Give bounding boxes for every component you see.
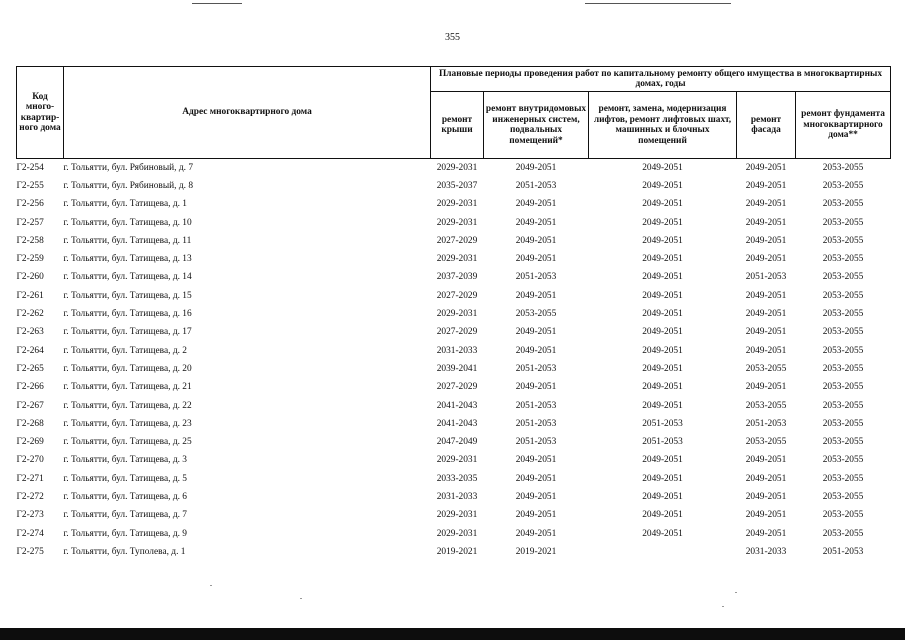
cell-address: г. Тольятти, бул. Татищева, д. 25: [63, 437, 192, 448]
cell-address: г. Тольятти, бул. Татищева, д. 15: [63, 290, 192, 301]
cell-elevators: 2049-2051: [642, 363, 683, 374]
repair-schedule-table: [16, 66, 891, 562]
cell-facade: 2049-2051: [745, 327, 787, 338]
cell-code: Г2-266: [16, 382, 44, 393]
cell-roof: 2027-2029: [436, 382, 478, 393]
cell-code: Г2-269: [16, 437, 44, 448]
cell-foundation: 2053-2055: [822, 345, 864, 356]
cell-systems: 2051-2053: [515, 418, 557, 429]
table-row: [17, 196, 891, 214]
header-roof: ремонт крыши: [431, 92, 484, 159]
cell-foundation: 2053-2055: [822, 327, 864, 338]
cell-roof: 2039-2041: [436, 363, 478, 374]
cell-facade: 2049-2051: [745, 290, 787, 301]
table-row: [17, 488, 891, 506]
cell-systems: 2049-2051: [515, 254, 557, 265]
table-row: [17, 397, 891, 415]
scan-speck: [735, 592, 737, 593]
cell-facade: 2049-2051: [745, 217, 787, 228]
cell-roof: 2035-2037: [436, 180, 478, 191]
cell-roof: 2027-2029: [436, 235, 478, 246]
cell-elevators: 2049-2051: [642, 473, 683, 484]
cell-foundation: 2053-2055: [822, 491, 864, 502]
table-row: [17, 470, 891, 488]
cell-code: Г2-258: [16, 235, 44, 246]
cell-roof: 2031-2033: [436, 345, 478, 356]
cell-code: Г2-259: [16, 254, 44, 265]
cell-code: Г2-257: [16, 217, 44, 228]
cell-address: г. Тольятти, бул. Татищева, д. 17: [63, 327, 192, 338]
cell-address: г. Тольятти, бул. Татищева, д. 9: [63, 528, 187, 539]
cell-foundation: 2053-2055: [822, 199, 864, 210]
header-address: Адрес многоквартирного дома: [64, 67, 431, 159]
cell-facade: 2049-2051: [745, 382, 787, 393]
cell-elevators: 2049-2051: [642, 217, 683, 228]
cell-systems: 2049-2051: [515, 162, 557, 173]
scan-speck: [210, 585, 212, 586]
cell-elevators: 2049-2051: [642, 400, 683, 411]
page-number: 355: [445, 32, 460, 43]
cell-facade: 2053-2055: [745, 363, 787, 374]
table-row: [17, 543, 891, 561]
cell-systems: 2051-2053: [515, 272, 557, 283]
cell-roof: 2029-2031: [436, 199, 478, 210]
table-row: [17, 269, 891, 287]
cell-foundation: 2053-2055: [822, 272, 864, 283]
cell-roof: 2041-2043: [436, 418, 478, 429]
scan-top-rule-left: [192, 3, 242, 4]
cell-code: Г2-261: [16, 290, 44, 301]
header-code: Код много-квартир-ного дома: [17, 67, 64, 159]
cell-code: Г2-254: [16, 162, 44, 173]
cell-elevators: 2049-2051: [642, 382, 683, 393]
cell-address: г. Тольятти, бул. Татищева, д. 11: [63, 235, 192, 246]
table-row: [17, 379, 891, 397]
cell-facade: 2049-2051: [745, 254, 787, 265]
header-facade: ремонт фасада: [737, 92, 796, 159]
table-row: [17, 415, 891, 433]
cell-code: Г2-268: [16, 418, 44, 429]
table-row: [17, 360, 891, 378]
cell-address: г. Тольятти, бул. Татищева, д. 1: [63, 199, 187, 210]
cell-address: г. Тольятти, бул. Татищева, д. 23: [63, 418, 192, 429]
cell-facade: 2049-2051: [745, 199, 787, 210]
cell-facade: 2049-2051: [745, 309, 787, 320]
cell-foundation: 2053-2055: [822, 418, 864, 429]
cell-systems: 2049-2051: [515, 510, 557, 521]
cell-code: Г2-263: [16, 327, 44, 338]
scan-bottom-edge: [0, 628, 905, 640]
scan-speck: [300, 598, 302, 599]
cell-address: г. Тольятти, бул. Татищева, д. 20: [63, 363, 192, 374]
cell-facade: 2049-2051: [745, 491, 787, 502]
table-row: [17, 214, 891, 232]
cell-address: г. Тольятти, бул. Татищева, д. 13: [63, 254, 192, 265]
cell-elevators: 2051-2053: [642, 418, 683, 429]
cell-systems: 2049-2051: [515, 473, 557, 484]
cell-systems: 2049-2051: [515, 455, 557, 466]
cell-roof: 2029-2031: [436, 217, 478, 228]
cell-address: г. Тольятти, бул. Татищева, д. 10: [63, 217, 192, 228]
table-row: [17, 433, 891, 451]
cell-elevators: 2049-2051: [642, 272, 683, 283]
table-row: [17, 452, 891, 470]
cell-elevators: 2049-2051: [642, 199, 683, 210]
cell-address: г. Тольятти, бул. Туполева, д. 1: [63, 546, 186, 557]
cell-roof: 2041-2043: [436, 400, 478, 411]
cell-roof: 2029-2031: [436, 309, 478, 320]
cell-systems: 2049-2051: [515, 217, 557, 228]
cell-roof: 2031-2033: [436, 491, 478, 502]
cell-elevators: 2049-2051: [642, 162, 683, 173]
scan-speck: [722, 606, 724, 607]
cell-elevators: 2049-2051: [642, 491, 683, 502]
cell-foundation: 2053-2055: [822, 180, 864, 191]
cell-roof: 2029-2031: [436, 510, 478, 521]
table-row: [17, 232, 891, 250]
table-body: [17, 159, 891, 562]
cell-roof: 2029-2031: [436, 254, 478, 265]
cell-code: Г2-256: [16, 199, 44, 210]
cell-foundation: 2053-2055: [822, 363, 864, 374]
cell-systems: 2049-2051: [515, 199, 557, 210]
cell-facade: 2049-2051: [745, 528, 787, 539]
cell-elevators: 2049-2051: [642, 290, 683, 301]
cell-foundation: 2053-2055: [822, 290, 864, 301]
cell-code: Г2-265: [16, 363, 44, 374]
cell-roof: 2029-2031: [436, 528, 478, 539]
table-row: [17, 507, 891, 525]
header-systems: ремонт внутридомовых инженерных систем, подвальных помещений*: [484, 92, 589, 159]
cell-address: г. Тольятти, бул. Татищева, д. 14: [63, 272, 192, 283]
cell-facade: 2049-2051: [745, 345, 787, 356]
cell-elevators: 2049-2051: [642, 180, 683, 191]
cell-systems: 2019-2021: [515, 546, 557, 557]
cell-facade: 2053-2055: [745, 400, 787, 411]
header-periods-group: Плановые периоды проведения работ по капитальному ремонту общего имущества в многоквартирных домах, годы: [431, 67, 891, 92]
cell-foundation: 2053-2055: [822, 217, 864, 228]
cell-systems: 2049-2051: [515, 345, 557, 356]
table-row: [17, 159, 891, 178]
cell-address: г. Тольятти, бул. Татищева, д. 21: [63, 382, 192, 393]
cell-facade: 2031-2033: [745, 546, 787, 557]
cell-code: Г2-273: [16, 510, 44, 521]
cell-code: Г2-274: [16, 528, 44, 539]
table-row: [17, 342, 891, 360]
cell-roof: 2033-2035: [436, 473, 478, 484]
cell-facade: 2049-2051: [745, 235, 787, 246]
cell-foundation: 2053-2055: [822, 473, 864, 484]
cell-roof: 2029-2031: [436, 455, 478, 466]
cell-foundation: 2053-2055: [822, 162, 864, 173]
cell-elevators: 2049-2051: [642, 235, 683, 246]
cell-systems: 2053-2055: [515, 309, 557, 320]
cell-facade: 2049-2051: [745, 455, 787, 466]
cell-foundation: 2053-2055: [822, 510, 864, 521]
table-row: [17, 305, 891, 323]
cell-facade: 2049-2051: [745, 473, 787, 484]
cell-code: Г2-260: [16, 272, 44, 283]
cell-elevators: 2051-2053: [642, 437, 683, 448]
cell-elevators: 2049-2051: [642, 345, 683, 356]
scan-top-rule-right: [585, 3, 731, 4]
cell-address: г. Тольятти, бул. Татищева, д. 5: [63, 473, 187, 484]
cell-foundation: 2053-2055: [822, 235, 864, 246]
cell-systems: 2049-2051: [515, 235, 557, 246]
cell-systems: 2049-2051: [515, 290, 557, 301]
header-foundation: ремонт фундамента многоквартирного дома**: [796, 92, 891, 159]
cell-code: Г2-267: [16, 400, 44, 411]
cell-systems: 2051-2053: [515, 400, 557, 411]
cell-facade: 2049-2051: [745, 180, 787, 191]
cell-code: Г2-272: [16, 491, 44, 502]
cell-roof: 2029-2031: [436, 162, 478, 173]
cell-systems: 2051-2053: [515, 180, 557, 191]
cell-roof: 2027-2029: [436, 327, 478, 338]
table-row: [17, 324, 891, 342]
cell-foundation: 2053-2055: [822, 400, 864, 411]
cell-facade: 2049-2051: [745, 510, 787, 521]
cell-systems: 2049-2051: [515, 528, 557, 539]
cell-foundation: 2051-2053: [822, 546, 864, 557]
cell-code: Г2-271: [16, 473, 44, 484]
cell-address: г. Тольятти, бул. Татищева, д. 3: [63, 455, 187, 466]
cell-systems: 2051-2053: [515, 437, 557, 448]
cell-elevators: 2049-2051: [642, 510, 683, 521]
table-row: [17, 250, 891, 268]
cell-roof: 2047-2049: [436, 437, 478, 448]
table-row: [17, 177, 891, 195]
cell-address: г. Тольятти, бул. Татищева, д. 22: [63, 400, 192, 411]
cell-code: Г2-275: [16, 546, 44, 557]
cell-code: Г2-270: [16, 455, 44, 466]
cell-facade: 2049-2051: [745, 162, 787, 173]
cell-address: г. Тольятти, бул. Татищева, д. 7: [63, 510, 187, 521]
cell-foundation: 2053-2055: [822, 437, 864, 448]
cell-address: г. Тольятти, бул. Рябиновый, д. 8: [63, 180, 194, 191]
cell-foundation: 2053-2055: [822, 382, 864, 393]
cell-foundation: 2053-2055: [822, 309, 864, 320]
cell-code: Г2-262: [16, 309, 44, 320]
cell-address: г. Тольятти, бул. Татищева, д. 6: [63, 491, 187, 502]
cell-facade: 2051-2053: [745, 272, 787, 283]
cell-facade: 2053-2055: [745, 437, 787, 448]
cell-elevators: [589, 543, 737, 561]
header-elevators: ремонт, замена, модернизация лифтов, ремонт лифтовых шахт, машинных и блочных помещений: [589, 92, 737, 159]
cell-code: Г2-264: [16, 345, 44, 356]
cell-address: г. Тольятти, бул. Рябиновый, д. 7: [63, 162, 194, 173]
cell-address: г. Тольятти, бул. Татищева, д. 16: [63, 309, 192, 320]
cell-roof: 2027-2029: [436, 290, 478, 301]
cell-systems: 2049-2051: [515, 382, 557, 393]
cell-roof: 2037-2039: [436, 272, 478, 283]
cell-foundation: 2053-2055: [822, 455, 864, 466]
cell-code: Г2-255: [16, 180, 44, 191]
cell-systems: 2049-2051: [515, 327, 557, 338]
cell-foundation: 2053-2055: [822, 528, 864, 539]
table-row: [17, 287, 891, 305]
cell-elevators: 2049-2051: [642, 254, 683, 265]
cell-address: г. Тольятти, бул. Татищева, д. 2: [63, 345, 187, 356]
cell-elevators: 2049-2051: [642, 528, 683, 539]
cell-elevators: 2049-2051: [642, 309, 683, 320]
cell-roof: 2019-2021: [436, 546, 478, 557]
cell-systems: 2049-2051: [515, 491, 557, 502]
cell-foundation: 2053-2055: [822, 254, 864, 265]
cell-elevators: 2049-2051: [642, 455, 683, 466]
cell-systems: 2051-2053: [515, 363, 557, 374]
cell-facade: 2051-2053: [745, 418, 787, 429]
table-row: [17, 525, 891, 543]
cell-elevators: 2049-2051: [642, 327, 683, 338]
